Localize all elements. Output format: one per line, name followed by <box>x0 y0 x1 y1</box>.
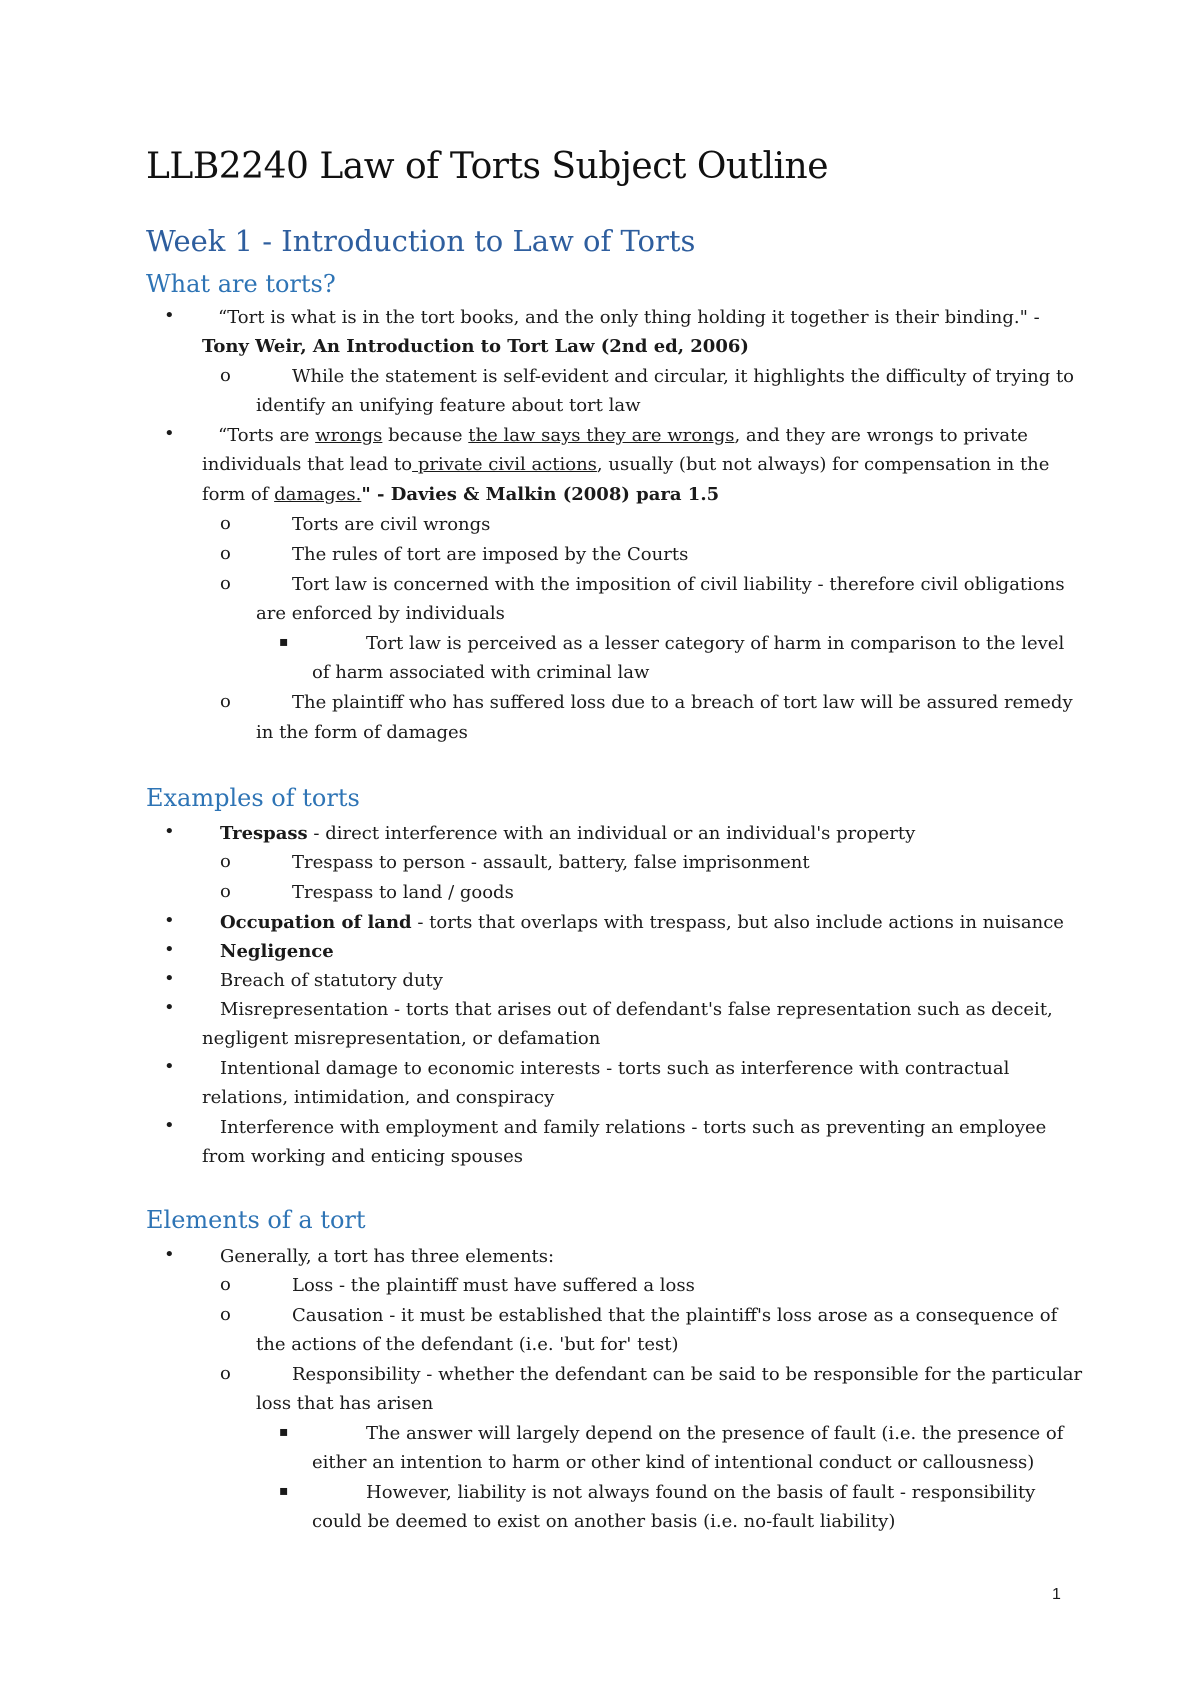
sub-sub-bullet-marker: ▪ <box>279 1483 289 1499</box>
no-fault-point-line2: could be deemed to exist on another basis (i.e. no-fault liability) <box>312 1511 896 1532</box>
example-interference-line1: Interference with employment and family relations - torts such as preventing an employee <box>220 1117 1047 1138</box>
example-negligence: Negligence <box>220 941 334 962</box>
sub-bullet-marker: o <box>220 365 231 386</box>
example-statutory-duty: Breach of statutory duty <box>220 970 443 991</box>
bullet-marker: • <box>164 305 175 326</box>
bullet-marker: • <box>164 1244 175 1265</box>
element-responsibility-line2: loss that has arisen <box>256 1393 434 1414</box>
element-causation-line2: the actions of the defendant (i.e. 'but for' test) <box>256 1334 679 1355</box>
point-civil-wrongs: Torts are civil wrongs <box>292 514 491 535</box>
point-lesser-harm-line2: of harm associated with criminal law <box>312 662 650 683</box>
example-intentional-line2: relations, intimidation, and conspiracy <box>202 1087 555 1108</box>
point-lesser-harm-line1: Tort law is perceived as a lesser category of harm in comparison to the level <box>366 633 1065 654</box>
sub-sub-bullet-marker: ▪ <box>279 1424 289 1440</box>
example-trespass-person: Trespass to person - assault, battery, false imprisonment <box>292 852 810 873</box>
sub-sub-bullet-marker: ▪ <box>279 634 289 650</box>
quote-davies-line3: form of damages." - Davies & Malkin (2008) para 1.5 <box>202 484 720 505</box>
weir-comment-line2: identify an unifying feature about tort law <box>256 395 641 416</box>
element-causation-line1: Causation - it must be established that the plaintiff's loss arose as a consequence of <box>292 1305 1058 1326</box>
sub-bullet-marker: o <box>220 851 231 872</box>
document-title: LLB2240 Law of Torts Subject Outline <box>146 146 828 187</box>
point-civil-liability-line2: are enforced by individuals <box>256 603 505 624</box>
page-number: 1 <box>1052 1586 1061 1603</box>
point-remedy-line2: in the form of damages <box>256 722 468 743</box>
bullet-marker: • <box>164 821 175 842</box>
quote-davies-line1: “Torts are wrongs because the law says they are wrongs, and they are wrongs to private <box>218 425 1028 446</box>
bullet-marker: • <box>164 968 175 989</box>
sub-bullet-marker: o <box>220 543 231 564</box>
example-interference-line2: from working and enticing spouses <box>202 1146 524 1167</box>
point-civil-liability-line1: Tort law is concerned with the imposition of civil liability - therefore civil obligations <box>292 574 1065 595</box>
bullet-marker: • <box>164 1115 175 1136</box>
example-misrep-line2: negligent misrepresentation, or defamation <box>202 1028 601 1049</box>
point-courts: The rules of tort are imposed by the Courts <box>292 544 689 565</box>
quote-weir-line1: “Tort is what is in the tort books, and the only thing holding it together is their binding." - <box>218 307 1040 328</box>
sub-bullet-marker: o <box>220 881 231 902</box>
sub-bullet-marker: o <box>220 1304 231 1325</box>
example-intentional-line1: Intentional damage to economic interests - torts such as interference with contractual <box>220 1058 1010 1079</box>
quote-davies-line2: individuals that lead to private civil actions, usually (but not always) for compensation in the <box>202 454 1050 475</box>
bullet-marker: • <box>164 939 175 960</box>
sub-bullet-marker: o <box>220 573 231 594</box>
example-trespass: Trespass - direct interference with an individual or an individual's property <box>220 823 916 844</box>
element-responsibility-line1: Responsibility - whether the defendant can be said to be responsible for the particular <box>292 1364 1083 1385</box>
fault-point-line2: either an intention to harm or other kind of intentional conduct or callousness) <box>312 1452 1035 1473</box>
elements-intro: Generally, a tort has three elements: <box>220 1246 555 1267</box>
no-fault-point-line1: However, liability is not always found on the basis of fault - responsibility <box>366 1482 1036 1503</box>
section-heading-elements: Elements of a tort <box>146 1206 366 1234</box>
bullet-marker: • <box>164 910 175 931</box>
element-loss: Loss - the plaintiff must have suffered a loss <box>292 1275 695 1296</box>
example-misrep-line1: Misrepresentation - torts that arises out of defendant's false representation such as deceit, <box>220 999 1053 1020</box>
sub-bullet-marker: o <box>220 691 231 712</box>
sub-bullet-marker: o <box>220 513 231 534</box>
section-heading-examples: Examples of torts <box>146 784 360 812</box>
sub-bullet-marker: o <box>220 1363 231 1384</box>
week-heading: Week 1 - Introduction to Law of Torts <box>146 224 696 258</box>
weir-comment-line1: While the statement is self-evident and circular, it highlights the difficulty of trying to <box>292 366 1075 387</box>
example-occupation: Occupation of land - torts that overlaps with trespass, but also include actions in nuisance <box>220 912 1064 933</box>
example-trespass-land: Trespass to land / goods <box>292 882 514 903</box>
quote-weir-citation: Tony Weir, An Introduction to Tort Law (2nd ed, 2006) <box>202 336 749 357</box>
bullet-marker: • <box>164 423 175 444</box>
fault-point-line1: The answer will largely depend on the presence of fault (i.e. the presence of <box>366 1423 1064 1444</box>
point-remedy-line1: The plaintiff who has suffered loss due to a breach of tort law will be assured remedy <box>292 692 1073 713</box>
bullet-marker: • <box>164 997 175 1018</box>
bullet-marker: • <box>164 1056 175 1077</box>
sub-bullet-marker: o <box>220 1274 231 1295</box>
section-heading-what-are-torts: What are torts? <box>146 270 336 298</box>
